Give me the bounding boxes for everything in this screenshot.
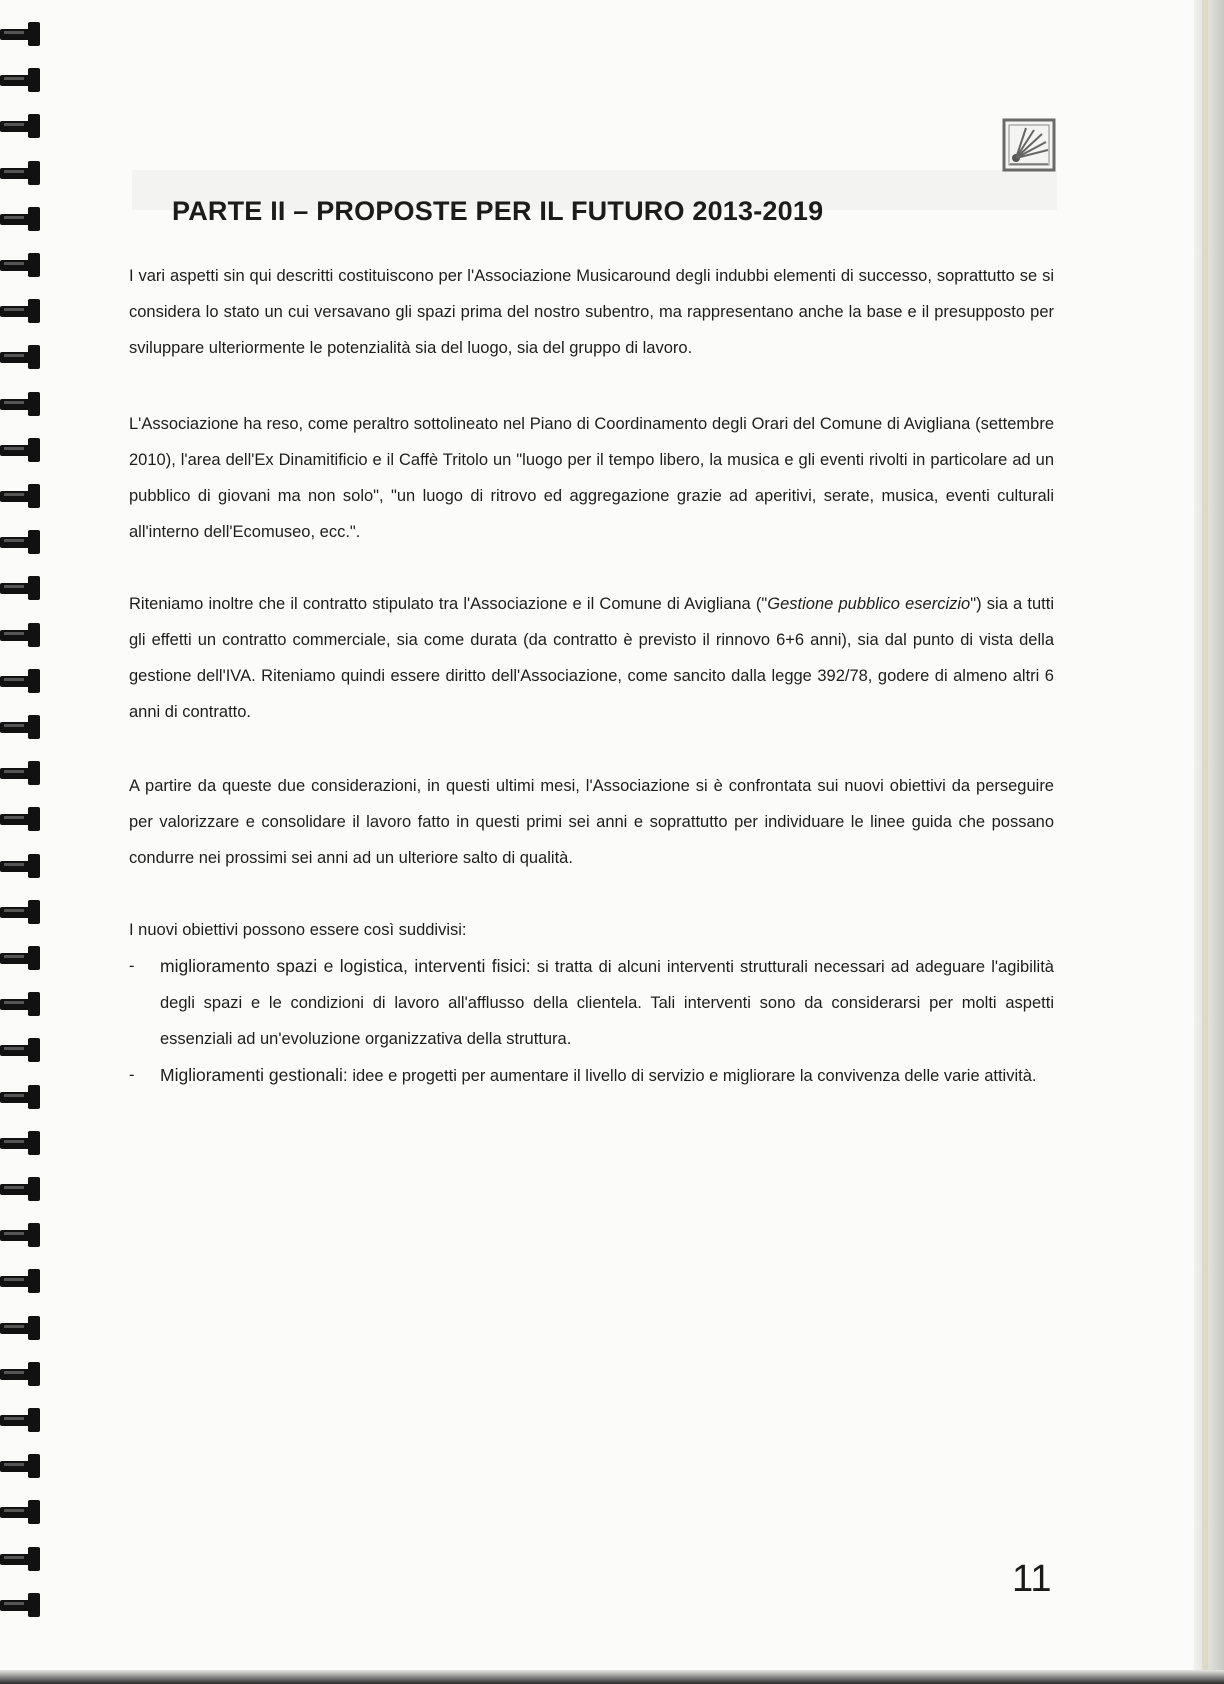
- section-heading: PARTE II – PROPOSTE PER IL FUTURO 2013-2019: [172, 196, 824, 226]
- list-item: [129, 948, 1054, 1057]
- binding-ring: [0, 1547, 40, 1571]
- binding-ring: [0, 68, 40, 92]
- binding-ring: [0, 1131, 40, 1155]
- paragraph-contract-part2: ") sia a tutti gli effetti un contratto commerciale, sia come durata (da contratto è previsto il rinnovo 6+6 anni), sia dal punto di vista della gestione dell'IVA. Riteniamo quindi essere diritto dell'Associazione, come sancito dalla legge 392/78, godere di almeno altri 6 anni di contratto.: [129, 595, 1055, 721]
- paragraph-contract-italic: Gestione pubblico esercizio: [767, 595, 971, 613]
- binding-ring: [0, 1500, 40, 1524]
- binding-ring: [0, 623, 40, 647]
- paragraph-intro: I vari aspetti sin qui descritti costituiscono per l'Associazione Musicaround degli indubbi elementi di successo, soprattutto se si considera lo stato un cui versavano gli spazi prima del nostro subentro, ma rappresentano anche la base e il presupposto per sviluppare ulteriormente le potenzialità sia del luogo, sia del gruppo di lavoro.: [129, 267, 1054, 357]
- binding-ring: [0, 530, 40, 554]
- paragraph-list-intro: I nuovi obiettivi possono essere così suddivisi:: [129, 921, 467, 939]
- list-item: [129, 1057, 1054, 1094]
- paper-bottom-edge: [0, 1670, 1224, 1684]
- binding-ring: [0, 854, 40, 878]
- binding-ring: [0, 1362, 40, 1386]
- binding-ring: [0, 253, 40, 277]
- list-item-lead: Miglioramenti gestionali:: [160, 1065, 348, 1085]
- binding-ring: [0, 992, 40, 1016]
- list-item-lead: miglioramento spazi e logistica, interventi fisici:: [160, 956, 531, 976]
- list-bullet: -: [129, 1066, 135, 1084]
- page-number: 11: [1012, 1558, 1052, 1600]
- binding-ring: [0, 761, 40, 785]
- binding-ring: [0, 299, 40, 323]
- list-item-text: si tratta di alcuni interventi strutturali necessari ad adeguare l'agibilità degli spazi e le condizioni di lavoro all'afflusso della clientela. Tali interventi sono da considerarsi per molti aspetti essenziali ad un'evoluzione organizzativa della struttura.: [160, 958, 1054, 1048]
- paragraph-association: L'Associazione ha reso, come peraltro sottolineato nel Piano di Coordinamento degli Orari del Comune di Avigliana (settembre 2010), l'area dell'Ex Dinamitificio e il Caffè Tritolo un "luogo per il tempo libero, la musica e gli eventi rivolti in particolare ad un pubblico di giovani ma non solo", "un luogo di ritrovo ed aggregazione grazie ad aperitivi, serate, musica, eventi culturali all'interno dell'Ecomuseo, ecc.".: [129, 415, 1054, 541]
- list-bullet: -: [129, 957, 135, 975]
- binding-ring: [0, 1593, 40, 1617]
- paper-edge: [1194, 0, 1224, 1684]
- binding-ring: [0, 438, 40, 462]
- binding-ring: [0, 669, 40, 693]
- binding-ring: [0, 1177, 40, 1201]
- binding-ring: [0, 484, 40, 508]
- list-item-text: idee e progetti per aumentare il livello di servizio e migliorare la convivenza delle varie attività.: [347, 1067, 1037, 1085]
- paragraph-contract: [129, 586, 1054, 730]
- binding-ring: [0, 22, 40, 46]
- paragraph-objectives: A partire da queste due considerazioni, in questi ultimi mesi, l'Associazione si è confrontata sui nuovi obiettivi da perseguire per valorizzare e consolidare il lavoro fatto in questi primi sei anni e soprattutto per individuare le linee guida che possano condurre nei prossimi sei anni ad un ulteriore salto di qualità.: [129, 777, 1054, 867]
- binding-ring: [0, 807, 40, 831]
- binding-ring: [0, 161, 40, 185]
- binding-ring: [0, 207, 40, 231]
- spiral-binding: [0, 0, 48, 1684]
- objectives-list: [129, 948, 1054, 1094]
- binding-ring: [0, 715, 40, 739]
- binding-ring: [0, 1223, 40, 1247]
- binding-ring: [0, 946, 40, 970]
- binding-ring: [0, 114, 40, 138]
- binding-ring: [0, 1269, 40, 1293]
- binding-ring: [0, 1038, 40, 1062]
- paragraph-contract-part1: Riteniamo inoltre che il contratto stipulato tra l'Associazione e il Comune di Avigliana (": [129, 595, 768, 613]
- binding-ring: [0, 1085, 40, 1109]
- binding-ring: [0, 1408, 40, 1432]
- binding-ring: [0, 1454, 40, 1478]
- musicaround-logo-icon: [1002, 118, 1056, 172]
- binding-ring: [0, 576, 40, 600]
- binding-ring: [0, 392, 40, 416]
- binding-ring: [0, 1316, 40, 1340]
- paper-edge-strip: [1202, 0, 1208, 1684]
- binding-ring: [0, 900, 40, 924]
- binding-ring: [0, 345, 40, 369]
